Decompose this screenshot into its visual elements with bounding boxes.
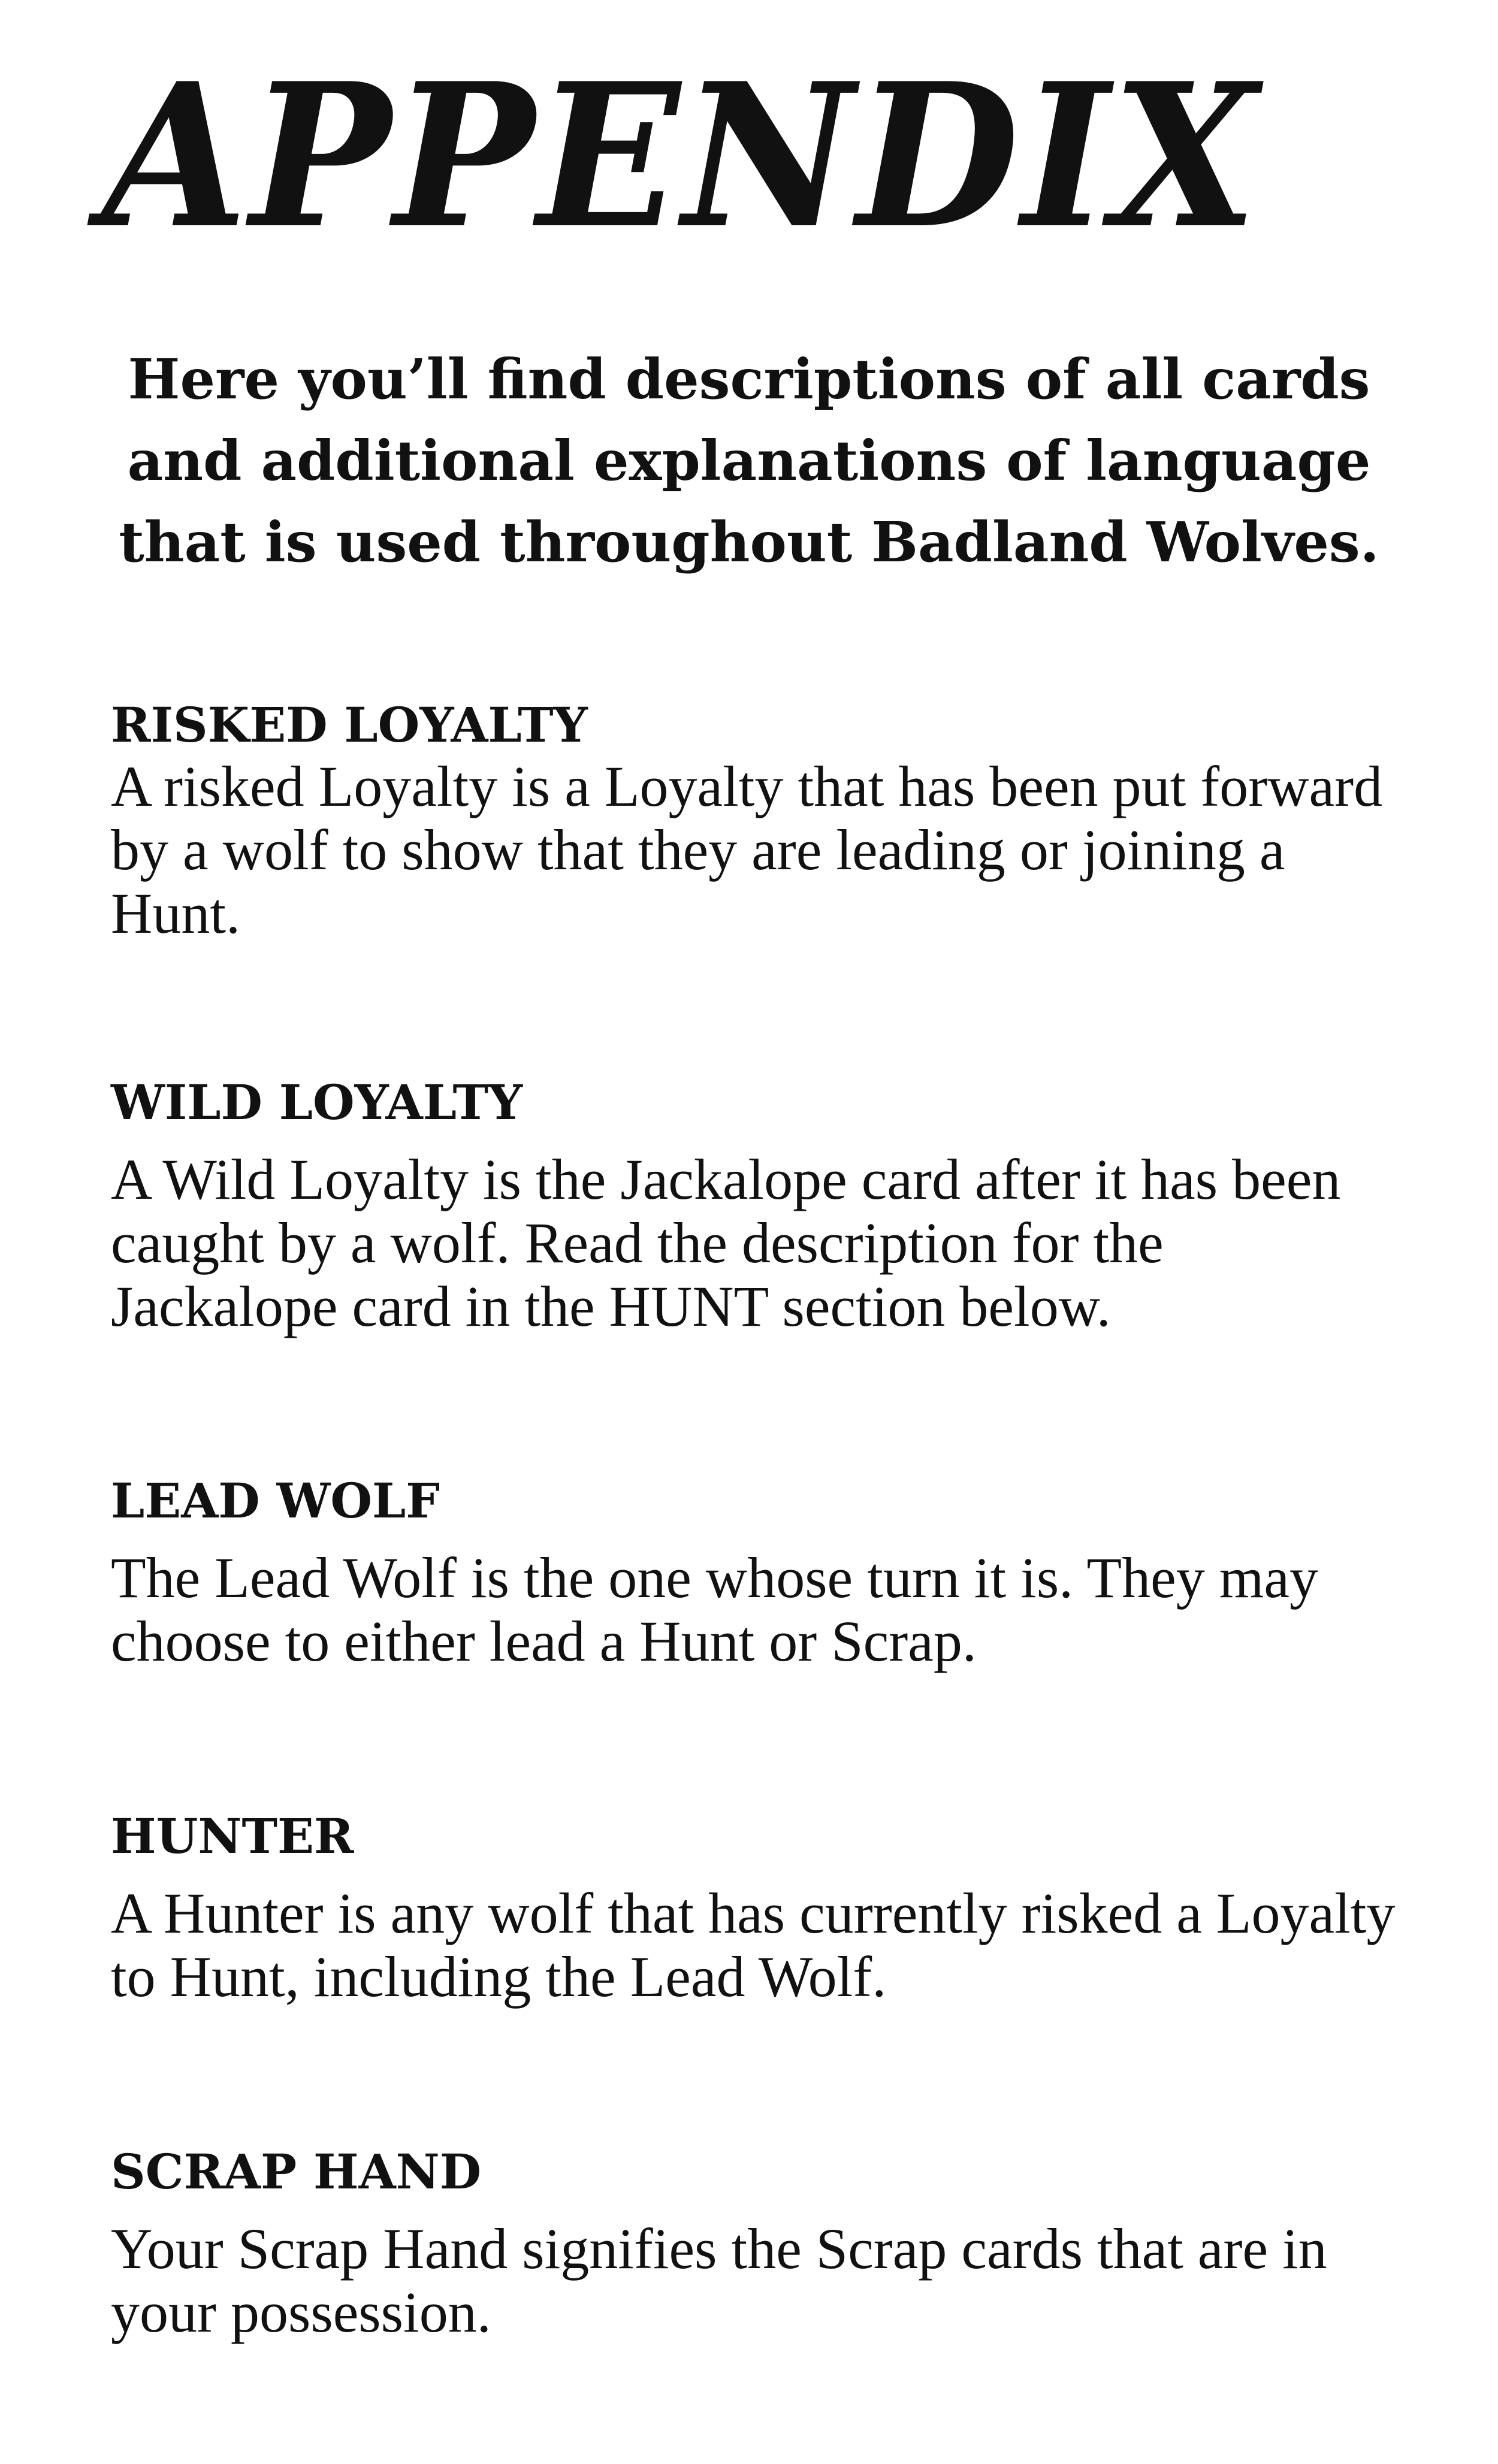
entry-description: A Hunter is any wolf that has currently risked a Loyalty to Hunt, including the Lead Wolf. [111,1881,1396,2009]
entry-heading: LEAD WOLF [111,1473,440,1529]
entry-heading: WILD LOYALTY [111,1074,523,1130]
entry-description: The Lead Wolf is the one whose turn it is. They may choose to either lead a Hunt or Scrap. [111,1546,1318,1673]
entry-description: Your Scrap Hand signifies the Scrap cards that are in your possession. [111,2217,1327,2344]
entry-description: A risked Loyalty is a Loyalty that has been put forward by a wolf to show that they are leading or joining a Hunt. [111,754,1383,945]
entry-heading: HUNTER [111,1808,354,1864]
entry-description: A Wild Loyalty is the Jackalope card after it has been caught by a wolf. Read the description for the Jackalope card in the HUNT section below. [111,1147,1341,1338]
glossary-entry-risked-loyalty [111,695,1399,945]
page-title: APPENDIX [102,40,1260,272]
entry-heading: RISKED LOYALTY [111,697,588,753]
entry-heading: SCRAP HAND [111,2143,482,2200]
intro-paragraph: Here you’ll find descriptions of all cards and additional explanations of language that is used throughout Badland Wolves. [119,347,1379,575]
glossary-entry-hunter [111,1806,1399,2009]
glossary-entry-scrap-hand [111,2142,1399,2344]
glossary-entry-lead-wolf [111,1471,1399,1673]
glossary-entry-wild-loyalty [111,1072,1399,1338]
